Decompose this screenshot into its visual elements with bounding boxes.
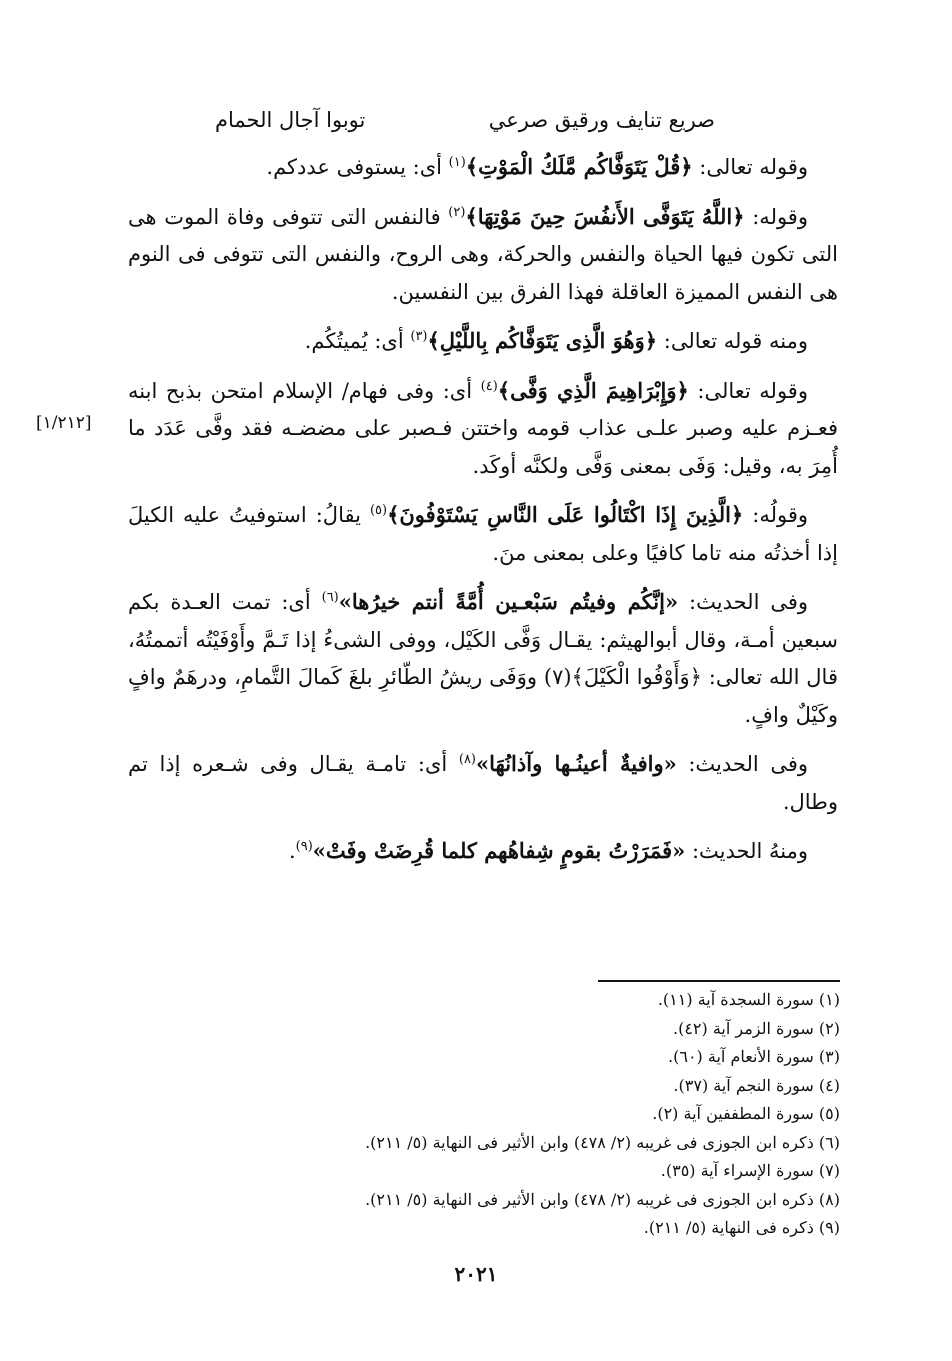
quran-quote: ﴿الَّذِينَ إِذَا اكْتَالُوا عَلَى النَّاسِ يَسْتَوْفُونَ﴾ bbox=[387, 502, 744, 527]
footnote-ref[interactable]: (٢) bbox=[448, 204, 466, 220]
paragraph: ومنه قوله تعالى: ﴿وَهُوَ الَّذِى يَتَوَفَّاكُم بِاللَّيْلِ﴾$^{(٣)}$ أى: يُميتُكُم. bbox=[304, 328, 808, 353]
paragraph: وقوله تعالى: ﴿وَإِبْرَاهِيمَ الَّذِي وَفَّى﴾$^{(٤)}$ أى: وفى فهام/ الإسلام امتحن بذبح ابنه فعـزم عليه وصبر علـى عذاب قومه واختتن فـصبر على مضضـه فقد وفَّى عَدَد ما أُمِرَ به، وقيل: وَفَى بمعنى وَفَّى ولكنَّه أوكَد. bbox=[128, 377, 838, 478]
paragraph: وقوله: ﴿اللَّهُ يَتَوَفَّى الأَنفُسَ حِينَ مَوْتِهَا﴾$^{(٢)}$ فالنفس التى تتوفى وفاة الموت هى التى تكون فيها الحياة والنفس والحركة، وهى الروح، والنفس التى تتوفى فى النوم هى النفس المميزة العاقلة فهذا الفرق بين النفسين. bbox=[128, 203, 838, 304]
verse-left-hemistich: توبوا آجال الحمام bbox=[215, 108, 366, 132]
page-number: ٢٠٢١ bbox=[454, 1262, 498, 1286]
paragraph: وقوله تعالى: ﴿قُلْ يَتَوَفَّاكُم مَّلَكُ الْمَوْتِ﴾$^{(١)}$ أى: يستوفى عددكم. bbox=[266, 154, 808, 179]
footnote-ref[interactable]: (٦) bbox=[321, 590, 339, 605]
verse-right-hemistich: صريع تنايف ورقيق صرعي bbox=[488, 108, 715, 132]
quran-quote: ﴿وَهُوَ الَّذِى يَتَوَفَّاكُم بِاللَّيْلِ﴾ bbox=[427, 328, 658, 353]
footnote-ref[interactable]: (١) bbox=[448, 155, 466, 170]
footnote: (٤) سورة النجم آية (٣٧). bbox=[673, 1075, 840, 1095]
paragraph: ومنهُ الحديث: «فَمَرَرْتُ بقومٍ شِفاهُهم كلما قُرِضَتْ وفَتْ»$^{(٩)}$. bbox=[288, 838, 808, 863]
paragraph: وفى الحديث: «إنَّكُم وفيتُم سَبْعـين أُمَّةً أنتم خيرُها»$^{(٦)}$ أى: تمت العـدة بكم سبعين أمـة، وقال أبوالهيثم: يقـال وَفَّى الكَيْل، ووفى الشىءُ إذا تَـمَّ وأَوْفَيْتُه أتممتُهُ، قال الله تعالى: ﴿وَأَوْفُوا الْكَيْلَ﴾(٧) ووَفَى ريشُ الطّائرِ بلغَ كَمالَ التَّمامِ، ودرهَمٌ وافٍ وكَيْلٌ وافٍ. bbox=[128, 589, 838, 727]
hadith-quote: «فَمَرَرْتُ بقومٍ شِفاهُهم كلما قُرِضَتْ وفَتْ» bbox=[312, 838, 686, 863]
footnote: (٢) سورة الزمر آية (٤٢). bbox=[673, 1018, 840, 1038]
quran-quote: ﴿وَإِبْرَاهِيمَ الَّذِي وَفَّى﴾ bbox=[497, 377, 689, 403]
quran-quote: ﴿اللَّهُ يَتَوَفَّى الأَنفُسَ حِينَ مَوْتِهَا﴾ bbox=[465, 203, 745, 229]
footnote: (٩) ذكره فى النهاية (٥/ ٢١١). bbox=[643, 1218, 840, 1237]
footnote-ref[interactable]: (٩) bbox=[295, 839, 313, 854]
poetry-verse bbox=[215, 103, 715, 137]
footnote-divider bbox=[598, 980, 840, 982]
footnote: (١) سورة السجدة آية (١١). bbox=[657, 990, 840, 1009]
main-text bbox=[128, 148, 838, 882]
footnote-ref[interactable]: (٥) bbox=[369, 503, 388, 518]
footnote: (٨) ذكره ابن الجوزى فى غريبه (٢/ ٤٧٨) وابن الأثير فى النهاية (٥/ ٢١١). bbox=[365, 1189, 840, 1209]
footnote: (٥) سورة المطففين آية (٢). bbox=[652, 1104, 840, 1123]
footnote-ref[interactable]: (٨) bbox=[458, 752, 476, 767]
paragraph: وفى الحديث: «وافيةٌ أعينُـها وآذانُهَا»$^{(٨)}$ أى: تامـة يقـال وفى شـعره إذا تم وطال. bbox=[128, 751, 838, 814]
hadith-quote: «إنَّكُم وفيتُم سَبْعـين أُمَّةً أنتم خيرُها» bbox=[338, 589, 679, 614]
footnote: (٧) سورة الإسراء آية (٣٥). bbox=[660, 1161, 840, 1180]
hadith-quote: «وافيةٌ أعينُـها وآذانُهَا» bbox=[476, 751, 677, 776]
footnote-ref[interactable]: (٣) bbox=[410, 329, 428, 344]
paragraph: وقولُه: ﴿الَّذِينَ إِذَا اكْتَالُوا عَلَى النَّاسِ يَسْتَوْفُونَ﴾$^{(٥)}$ يقالُ: استوفيتُ عليه الكيلَ إذا أخذتُه منه تاما كافيًا وعلى بمعنى منَ. bbox=[128, 502, 838, 565]
footnote: (٣) سورة الأنعام آية (٦٠). bbox=[668, 1047, 840, 1066]
footnote: (٦) ذكره ابن الجوزى فى غريبه (٢/ ٤٧٨) وابن الأثير فى النهاية (٥/ ٢١١). bbox=[365, 1132, 840, 1152]
margin-page-reference: [١/٢١٢] bbox=[36, 413, 92, 433]
footnote-ref[interactable]: (٤) bbox=[480, 378, 498, 394]
quran-quote: ﴿قُلْ يَتَوَفَّاكُم مَّلَكُ الْمَوْتِ﴾ bbox=[465, 154, 693, 179]
footnotes-list bbox=[128, 986, 840, 1243]
